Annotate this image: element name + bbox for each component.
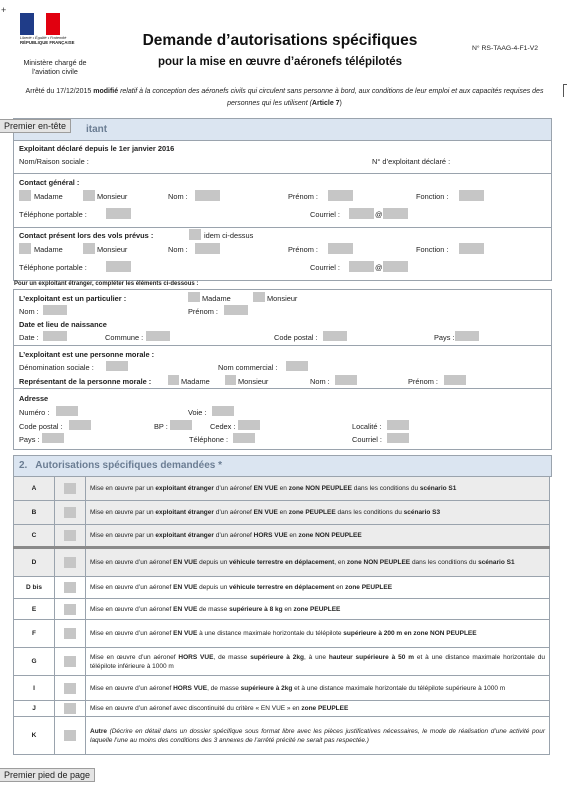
auth-desc-segment: , de masse xyxy=(213,653,251,661)
address-voie-label: Voie : xyxy=(188,408,207,417)
auth-row-description xyxy=(86,577,550,599)
auth-desc-segment: scénario S3 xyxy=(403,509,441,516)
auth-desc-segment: exploitant étranger xyxy=(155,509,214,516)
auth-row-checkbox-cell xyxy=(55,620,86,648)
general-fonction-label: Fonction : xyxy=(416,192,449,201)
auth-desc-segment: d’un aéronef xyxy=(213,509,254,516)
auth-row-code: B xyxy=(14,501,55,525)
general-prenom-field[interactable] xyxy=(328,190,353,201)
auth-row-checkbox-cell xyxy=(55,477,86,501)
auth-desc-segment: supérieure à 8 kg xyxy=(229,605,283,613)
auth-desc-segment: supérieure à 200 m en zone NON PEUPLEE xyxy=(343,630,477,637)
legal-rep-label: Représentant de la personne morale : xyxy=(19,377,152,386)
auth-row-checkbox-cell xyxy=(55,525,86,548)
address-pays-field[interactable] xyxy=(42,433,64,443)
auth-checkbox[interactable] xyxy=(64,604,76,615)
present-prenom-field[interactable] xyxy=(328,243,353,254)
auth-desc-segment: Autre xyxy=(90,727,107,735)
birth-pays-label: Pays : xyxy=(434,333,455,342)
auth-row-code: I xyxy=(14,676,55,701)
address-cedex-field[interactable] xyxy=(238,420,260,430)
address-tel-field[interactable] xyxy=(233,433,255,443)
legal-madame-checkbox[interactable] xyxy=(168,375,179,385)
general-fonction-field[interactable] xyxy=(459,190,484,201)
present-monsieur-label: Monsieur xyxy=(97,245,128,254)
auth-desc-segment: EN VUE xyxy=(253,509,278,516)
auth-desc-segment: exploitant étranger xyxy=(155,485,214,492)
auth-desc-segment: Mise en œuvre d’un aéronef xyxy=(90,605,174,613)
legal-nomcom-field[interactable] xyxy=(286,361,308,371)
address-courriel-field[interactable] xyxy=(387,433,409,443)
auth-desc-segment: Mise en œuvre par un xyxy=(90,485,156,492)
auth-row xyxy=(14,548,550,577)
auth-row xyxy=(14,648,550,676)
auth-row-description xyxy=(86,525,550,548)
auth-row-description xyxy=(86,501,550,525)
auth-desc-segment: Mise en œuvre par un xyxy=(90,509,156,516)
general-contact-title: Contact général : xyxy=(19,178,80,187)
auth-desc-segment: EN VUE xyxy=(253,485,278,492)
auth-desc-segment: véhicule terrestre en déplacement xyxy=(229,584,335,591)
auth-desc-segment: Mise en œuvre d’un aéronef xyxy=(90,559,174,566)
auth-row-code: C xyxy=(14,525,55,548)
auth-desc-segment: d’un aéronef xyxy=(213,485,254,492)
address-numero-field[interactable] xyxy=(56,406,78,416)
decree-article: Article 7 xyxy=(311,100,340,107)
general-madame-label: Madame xyxy=(34,192,63,201)
birth-date-label: Date : xyxy=(19,333,39,342)
auth-desc-segment: zone NON PEUPLEE xyxy=(346,559,411,566)
auth-desc-segment: HORS VUE xyxy=(178,653,214,661)
present-fonction-field[interactable] xyxy=(459,243,484,254)
decree-close: ) xyxy=(339,100,342,107)
legal-nomcom-label: Nom commercial : xyxy=(218,363,278,372)
auth-desc-segment: en xyxy=(282,605,294,613)
auth-row-description xyxy=(86,676,550,701)
address-block xyxy=(13,388,552,450)
auth-desc-segment: Mise en œuvre d’un aéronef avec discontinuité du critère « EN VUE » en xyxy=(90,705,302,712)
auth-desc-segment: scénario S1 xyxy=(419,485,457,492)
auth-row-code: E xyxy=(14,599,55,620)
individual-prenom-field[interactable] xyxy=(224,305,248,315)
decree-text: relatif à la conception des aéronefs civils qui circulent sans personne à bord, aux conditions de leur emploi et aux capacités requises des personnes qui les utilisent ( xyxy=(118,88,544,107)
auth-checkbox[interactable] xyxy=(64,628,76,639)
present-courriel-label: Courriel : xyxy=(310,263,340,272)
present-contact-title: Contact présent lors des vols prévus : xyxy=(19,231,154,240)
individual-nom-label: Nom : xyxy=(19,307,39,316)
address-numero-label: Numéro : xyxy=(19,408,50,417)
auth-row xyxy=(14,599,550,620)
legal-denom-label: Dénomination sociale : xyxy=(19,363,94,372)
auth-checkbox[interactable] xyxy=(64,557,76,568)
general-courriel-label: Courriel : xyxy=(310,210,340,219)
marianne-flag-icon xyxy=(20,13,60,35)
birth-pays-field[interactable] xyxy=(455,331,479,341)
auth-desc-segment: Mise en œuvre d’un aéronef xyxy=(90,630,174,637)
auth-desc-segment: à une distance maximale horizontale du télépilote xyxy=(197,630,344,637)
auth-row-description xyxy=(86,599,550,620)
auth-row xyxy=(14,577,550,599)
present-idem-label: idem ci-dessus xyxy=(204,231,254,240)
address-voie-field[interactable] xyxy=(212,406,234,416)
present-idem-checkbox[interactable] xyxy=(189,229,201,240)
auth-desc-segment: et à une distance maximale horizontale du télépilote supérieure à 1000 m xyxy=(292,684,506,692)
auth-checkbox[interactable] xyxy=(64,530,76,541)
auth-row-code: J xyxy=(14,701,55,717)
legal-denom-field[interactable] xyxy=(106,361,128,371)
legal-monsieur-label: Monsieur xyxy=(238,377,269,386)
auth-desc-segment: EN VUE xyxy=(173,559,198,566)
present-fonction-label: Fonction : xyxy=(416,245,449,254)
legal-madame-label: Madame xyxy=(181,377,210,386)
auth-desc-segment: hauteur supérieure à 50 m xyxy=(328,653,415,661)
declared-number-label: N° d’exploitant déclaré : xyxy=(372,157,451,166)
present-madame-label: Madame xyxy=(34,245,63,254)
individual-madame-checkbox[interactable] xyxy=(188,292,200,302)
address-cedex-label: Cedex : xyxy=(210,422,236,431)
auth-desc-segment: supérieure à 2kg xyxy=(250,653,304,661)
general-monsieur-label: Monsieur xyxy=(97,192,128,201)
section2-title: 2. Autorisations spécifiques demandées * xyxy=(19,460,223,471)
page-title: Demande d’autorisations spécifiques xyxy=(142,32,418,49)
declared-name-label: Nom/Raison sociale : xyxy=(19,157,89,166)
individual-title: L’exploitant est un particulier : xyxy=(19,294,127,303)
auth-checkbox[interactable] xyxy=(64,730,76,741)
auth-row-code: A xyxy=(14,477,55,501)
auth-checkbox[interactable] xyxy=(64,582,76,593)
auth-row-description xyxy=(86,548,550,577)
auth-row-code: F xyxy=(14,620,55,648)
legal-title: L’exploitant est une personne morale : xyxy=(19,350,155,359)
auth-row-checkbox-cell xyxy=(55,577,86,599)
top-left-move-handle[interactable]: + xyxy=(1,5,7,15)
auth-row-code: D bis xyxy=(14,577,55,599)
general-tel-label: Téléphone portable : xyxy=(19,210,87,219)
general-at-sign: @ xyxy=(375,210,383,219)
auth-row-checkbox-cell xyxy=(55,648,86,676)
address-code-label: Code postal : xyxy=(19,422,63,431)
legal-prenom-label: Prénom : xyxy=(408,377,438,386)
section2-header xyxy=(13,455,552,477)
auth-row-description xyxy=(86,620,550,648)
auth-desc-segment: en xyxy=(287,532,299,539)
auth-row-code: D xyxy=(14,548,55,577)
decree-modified: modifié xyxy=(93,88,119,95)
individual-prenom-label: Prénom : xyxy=(188,307,218,316)
auth-desc-segment: de masse xyxy=(197,605,230,613)
present-courriel-domain-field[interactable] xyxy=(383,261,408,272)
address-title: Adresse xyxy=(19,394,49,403)
auth-desc-segment: en xyxy=(334,584,346,591)
auth-desc-segment: supérieure à 2kg xyxy=(240,684,293,692)
auth-desc-segment: en xyxy=(277,485,289,492)
address-courriel-label: Courriel : xyxy=(352,435,382,444)
auth-row-description xyxy=(86,477,550,501)
present-nom-field[interactable] xyxy=(195,243,220,254)
auth-desc-segment: Mise en œuvre d’un aéronef xyxy=(90,584,174,591)
auth-row xyxy=(14,525,550,548)
auth-row xyxy=(14,676,550,701)
auth-row-description xyxy=(86,717,550,755)
present-madame-checkbox[interactable] xyxy=(19,243,31,254)
auth-row-checkbox-cell xyxy=(55,676,86,701)
auth-desc-segment: zone NON PEUPLEE xyxy=(298,532,362,539)
auth-desc-segment: zone PEUPLEE xyxy=(301,705,349,712)
auth-row-checkbox-cell xyxy=(55,548,86,577)
auth-checkbox[interactable] xyxy=(64,656,76,667)
legal-nom-label: Nom : xyxy=(310,377,330,386)
authorizations-table xyxy=(13,476,550,755)
ministry-name: Ministère chargé de l'aviation civile xyxy=(23,58,87,76)
address-tel-label: Téléphone : xyxy=(189,435,229,444)
individual-nom-field[interactable] xyxy=(43,305,67,315)
auth-row-code: K xyxy=(14,717,55,755)
right-edge-marker xyxy=(563,84,567,97)
auth-desc-segment: et à une distance maximale horizontale du télépilote inférieure à 1000 m xyxy=(90,653,545,670)
republique-logo xyxy=(20,13,86,45)
general-courriel-domain-field[interactable] xyxy=(383,208,408,219)
auth-desc-segment: exploitant étranger xyxy=(155,532,214,539)
legal-prenom-field[interactable] xyxy=(444,375,466,385)
general-courriel-user-field[interactable] xyxy=(349,208,374,219)
auth-desc-segment: dans les conditions du xyxy=(335,509,404,516)
birth-title: Date et lieu de naissance xyxy=(19,320,107,329)
auth-desc-segment: zone PEUPLEE xyxy=(288,509,336,516)
address-bp-label: BP : xyxy=(154,422,168,431)
present-tel-field[interactable] xyxy=(106,261,131,272)
present-tel-label: Téléphone portable : xyxy=(19,263,87,272)
first-footer-tag: Premier pied de page xyxy=(0,768,95,782)
auth-desc-segment: (Décrire en détail dans un dossier spécifique sous format libre avec les pièces justificatives nécessaires, le mode de réalisation d’une activité pour laquelle l’une au moins des conditions des 3 annexes de l’arrêté précité ne serait pas respectée.) xyxy=(90,727,545,744)
auth-desc-segment: en xyxy=(277,509,289,516)
auth-row-checkbox-cell xyxy=(55,717,86,755)
birth-date-field[interactable] xyxy=(43,331,67,341)
declared-title: Exploitant déclaré depuis le 1er janvier 2016 xyxy=(19,144,175,153)
present-courriel-user-field[interactable] xyxy=(349,261,374,272)
auth-desc-segment: HORS VUE xyxy=(173,684,208,692)
auth-desc-segment: EN VUE xyxy=(173,584,198,591)
auth-row-code: G xyxy=(14,648,55,676)
auth-desc-segment: , de masse xyxy=(207,684,241,692)
auth-row xyxy=(14,701,550,717)
address-code-field[interactable] xyxy=(69,420,91,430)
general-nom-field[interactable] xyxy=(195,190,220,201)
auth-desc-segment: scénario S1 xyxy=(478,559,515,566)
address-localite-field[interactable] xyxy=(387,420,409,430)
auth-desc-segment: dans les conditions du xyxy=(410,559,479,566)
address-pays-label: Pays : xyxy=(19,435,40,444)
foreign-operator-note: Pour un exploitant étranger, compléter les éléments ci-dessous : xyxy=(14,281,199,287)
legal-monsieur-checkbox[interactable] xyxy=(225,375,236,385)
general-tel-field[interactable] xyxy=(106,208,131,219)
legal-nom-field[interactable] xyxy=(335,375,357,385)
address-localite-label: Localité : xyxy=(352,422,382,431)
auth-desc-segment: Mise en œuvre par un xyxy=(90,532,156,539)
section1-header xyxy=(13,118,552,141)
auth-desc-segment: , en xyxy=(334,559,347,566)
auth-desc-segment: zone PEUPLEE xyxy=(293,605,341,613)
decree-reference xyxy=(18,86,551,110)
auth-desc-segment: véhicule terrestre en déplacement xyxy=(229,559,335,566)
present-nom-label: Nom : xyxy=(168,245,188,254)
logo-motto: Liberté • Égalité • Fraternité xyxy=(20,36,67,40)
auth-checkbox[interactable] xyxy=(64,483,76,494)
auth-row-checkbox-cell xyxy=(55,701,86,717)
individual-madame-label: Madame xyxy=(202,294,231,303)
auth-row xyxy=(14,477,550,501)
auth-desc-segment: , à une xyxy=(303,653,329,661)
auth-row-checkbox-cell xyxy=(55,599,86,620)
birth-code-label: Code postal : xyxy=(274,333,318,342)
auth-row xyxy=(14,717,550,755)
birth-commune-label: Commune : xyxy=(105,333,144,342)
general-prenom-label: Prénom : xyxy=(288,192,318,201)
auth-desc-segment: depuis un xyxy=(197,584,230,591)
auth-desc-segment: zone PEUPLEE xyxy=(345,584,393,591)
auth-row xyxy=(14,501,550,525)
section1-title: itant xyxy=(86,124,108,135)
auth-row-description xyxy=(86,648,550,676)
auth-checkbox[interactable] xyxy=(64,703,76,714)
auth-desc-segment: Mise en œuvre d’un aéronef xyxy=(90,684,174,692)
auth-desc-segment: Mise en œuvre d’un aéronef xyxy=(90,653,179,661)
auth-desc-segment: d’un aéronef xyxy=(213,532,254,539)
auth-desc-segment: depuis un xyxy=(197,559,230,566)
logo-republic: RÉPUBLIQUE FRANÇAISE xyxy=(20,40,75,45)
general-monsieur-checkbox[interactable] xyxy=(83,190,95,201)
page-subtitle xyxy=(100,56,460,68)
address-bp-field[interactable] xyxy=(170,420,192,430)
auth-row-checkbox-cell xyxy=(55,501,86,525)
auth-desc-segment: EN VUE xyxy=(173,630,198,637)
first-header-tag: Premier en-tête xyxy=(0,119,71,133)
auth-checkbox[interactable] xyxy=(64,683,76,694)
auth-desc-segment: EN VUE xyxy=(173,605,198,613)
birth-commune-field[interactable] xyxy=(146,331,170,341)
decree-date: Arrêté du 17/12/2015 xyxy=(25,88,94,95)
general-madame-checkbox[interactable] xyxy=(19,190,31,201)
subtitle-text: pour la mise en œuvre d’aéronefs télépilotés xyxy=(157,56,403,68)
form-reference: N° RS-TAAG-4-F1-V2 xyxy=(472,45,539,52)
auth-desc-segment: dans les conditions du xyxy=(351,485,420,492)
present-monsieur-checkbox[interactable] xyxy=(83,243,95,254)
auth-checkbox[interactable] xyxy=(64,507,76,518)
auth-desc-segment: zone NON PEUPLEE xyxy=(288,485,352,492)
individual-monsieur-label: Monsieur xyxy=(267,294,298,303)
auth-desc-segment: HORS VUE xyxy=(253,532,288,539)
auth-row-description xyxy=(86,701,550,717)
individual-monsieur-checkbox[interactable] xyxy=(253,292,265,302)
general-nom-label: Nom : xyxy=(168,192,188,201)
present-at-sign: @ xyxy=(375,263,383,272)
present-prenom-label: Prénom : xyxy=(288,245,318,254)
birth-code-field[interactable] xyxy=(323,331,347,341)
auth-row xyxy=(14,620,550,648)
